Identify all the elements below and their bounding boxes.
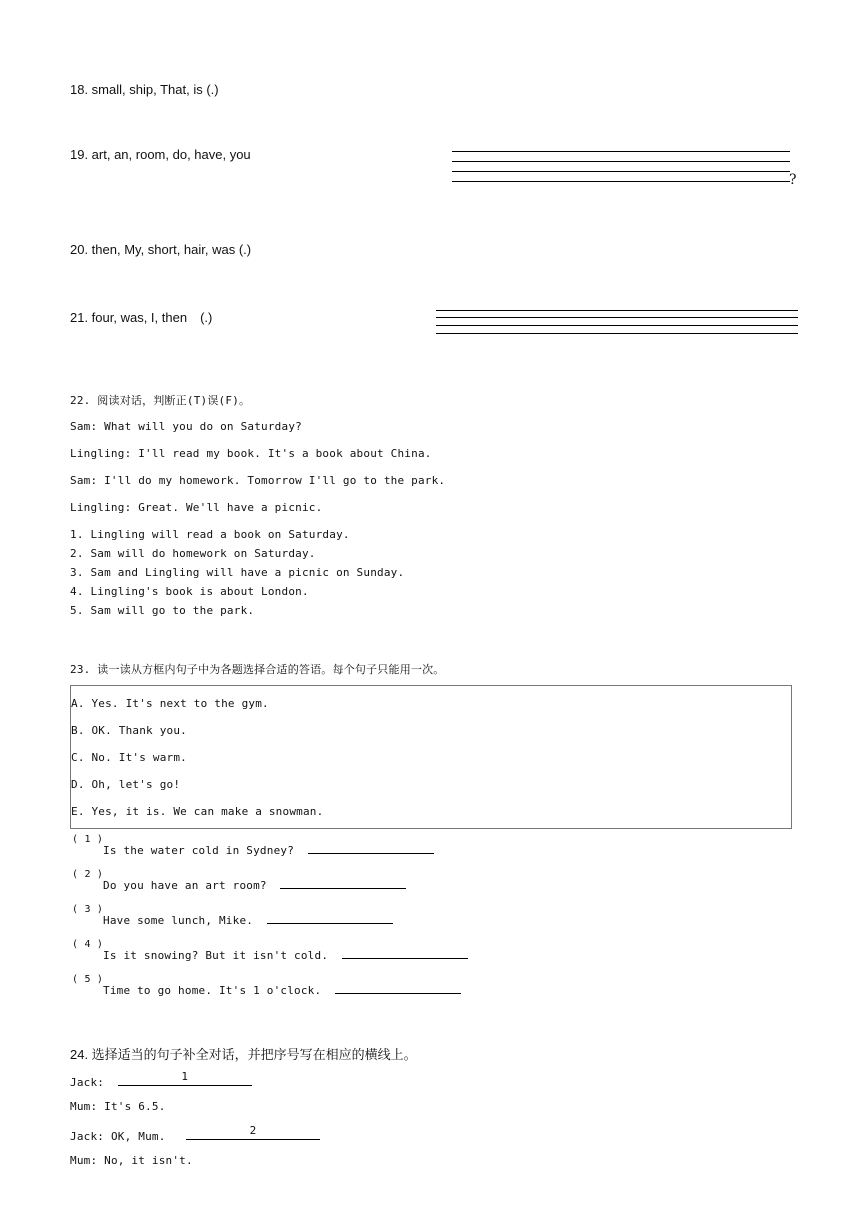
answer-line — [452, 151, 790, 152]
item-question: Do you have an art room? — [103, 876, 406, 892]
answer-line — [452, 181, 790, 182]
dialogue-line: Sam: I'll do my homework. Tomorrow I'll go to the park. — [70, 474, 446, 487]
dialogue-line: Mum: No, it isn't. — [70, 1154, 193, 1167]
question-23-title: 23. 读一读从方框内句子中为各题选择合适的答语。每个句子只能用一次。 — [70, 663, 445, 676]
item-number: ( 2 ) — [72, 869, 104, 880]
option-c: C. No. It's warm. — [71, 751, 187, 764]
answer-line — [436, 310, 798, 311]
option-a: A. Yes. It's next to the gym. — [71, 697, 269, 710]
dialogue-line: Jack: OK, Mum. 2 — [70, 1127, 320, 1143]
answer-blank[interactable] — [335, 981, 461, 994]
option-b: B. OK. Thank you. — [71, 724, 187, 737]
question-19: 19. art, an, room, do, have, you — [70, 147, 251, 162]
dialogue-line: Lingling: I'll read my book. It's a book about China. — [70, 447, 432, 460]
dialogue-line: Lingling: Great. We'll have a picnic. — [70, 501, 323, 514]
answer-line — [436, 325, 798, 326]
item-number: ( 1 ) — [72, 834, 104, 845]
item-number: ( 3 ) — [72, 904, 104, 915]
item-number: ( 5 ) — [72, 974, 104, 985]
answer-line — [436, 333, 798, 334]
item-number: ( 4 ) — [72, 939, 104, 950]
question-20: 20. then, My, short, hair, was (.) — [70, 242, 252, 257]
statement: 2. Sam will do homework on Saturday. — [70, 547, 316, 560]
statement: 1. Lingling will read a book on Saturday. — [70, 528, 350, 541]
item-question: Is the water cold in Sydney? — [103, 841, 434, 857]
statement: 5. Sam will go to the park. — [70, 604, 255, 617]
dialogue-line: Mum: It's 6.5. — [70, 1100, 166, 1113]
answer-blank[interactable]: 1 — [118, 1073, 252, 1086]
question-21: 21. four, was, I, then (.) — [70, 310, 213, 325]
question-22-title: 22. 阅读对话，判断正(T)误(F)。 — [70, 394, 251, 407]
option-e: E. Yes, it is. We can make a snowman. — [71, 805, 324, 818]
answer-blank[interactable] — [280, 876, 406, 889]
answer-blank[interactable]: 2 — [186, 1127, 320, 1140]
dialogue-line: Sam: What will you do on Saturday? — [70, 420, 302, 433]
answer-line — [436, 317, 798, 318]
answer-blank[interactable] — [267, 911, 393, 924]
statement: 3. Sam and Lingling will have a picnic on Sunday. — [70, 566, 405, 579]
question-18: 18. small, ship, That, is (.) — [70, 82, 219, 97]
statement: 4. Lingling's book is about London. — [70, 585, 309, 598]
item-question: Have some lunch, Mike. — [103, 911, 393, 927]
answer-blank[interactable] — [342, 946, 468, 959]
option-d: D. Oh, let's go! — [71, 778, 181, 791]
item-question: Is it snowing? But it isn't cold. — [103, 946, 468, 962]
question-24-title: 24. 选择适当的句子补全对话，并把序号写在相应的横线上。 — [70, 1047, 417, 1062]
answer-line — [452, 161, 790, 162]
dialogue-line: Jack: 1 — [70, 1073, 252, 1089]
answer-blank[interactable] — [308, 841, 434, 854]
item-question: Time to go home. It's 1 o'clock. — [103, 981, 461, 997]
question-mark: ? — [789, 172, 797, 188]
answer-line — [452, 171, 790, 172]
